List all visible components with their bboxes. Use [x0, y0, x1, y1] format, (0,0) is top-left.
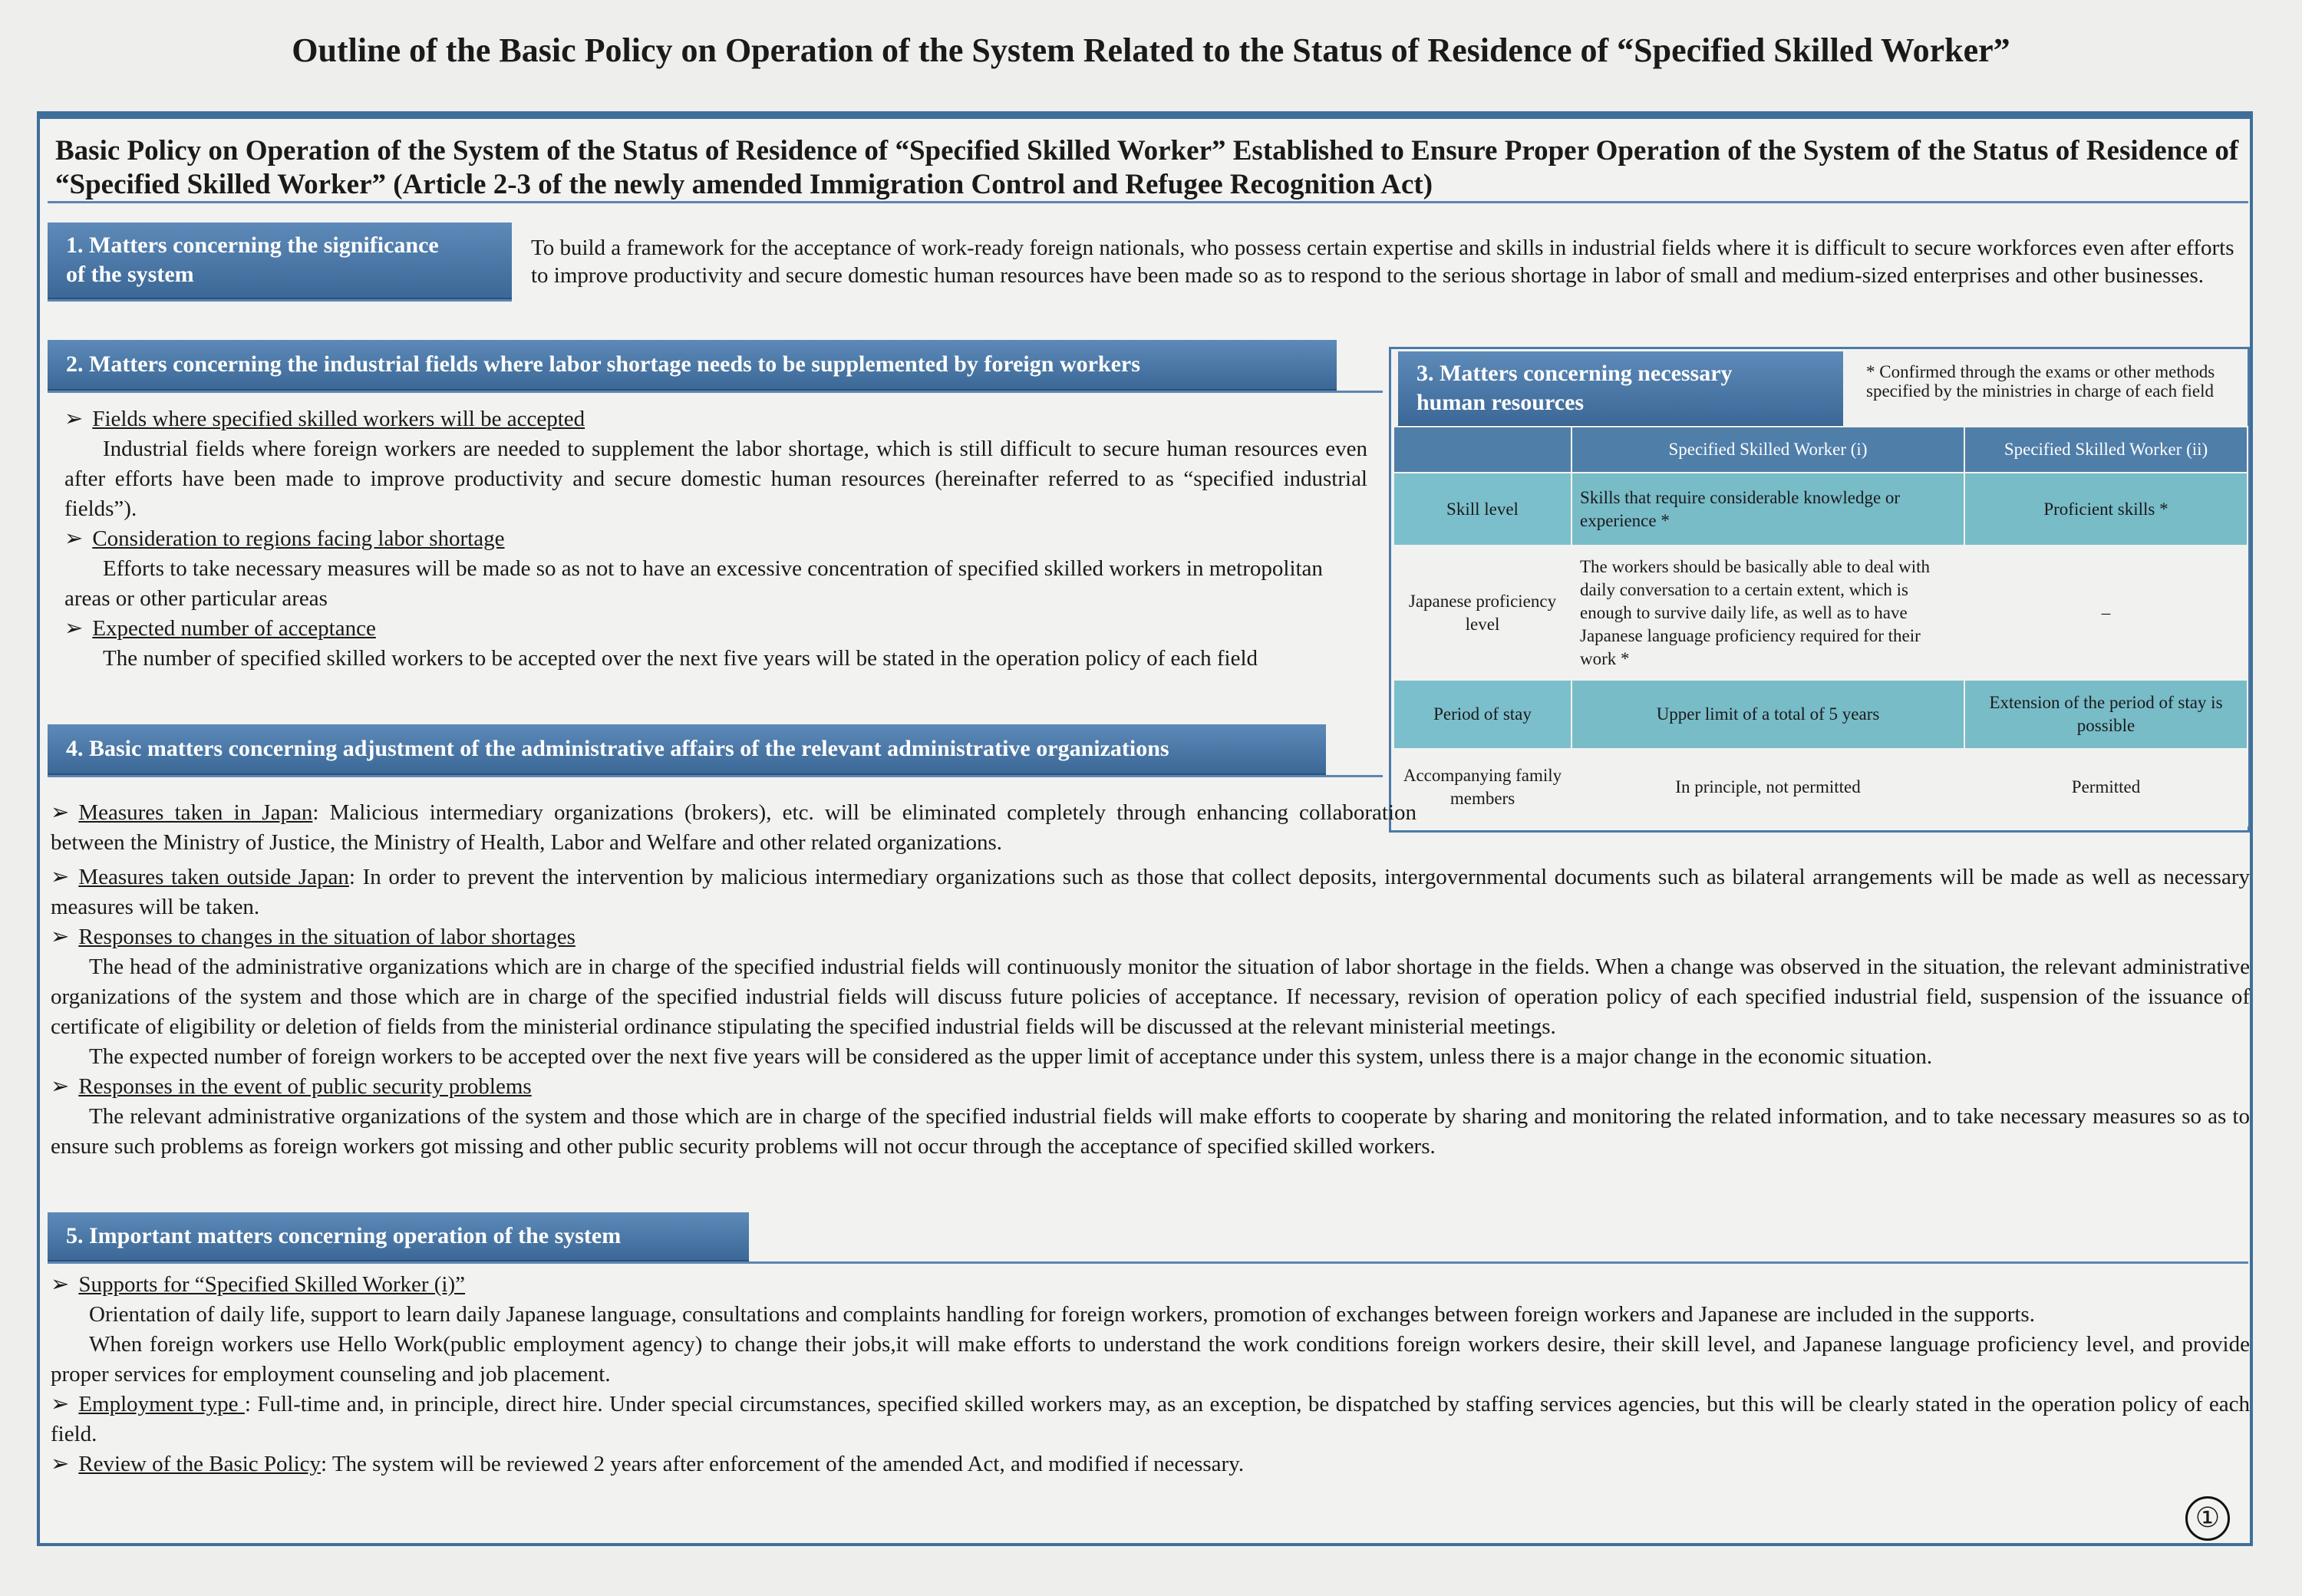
- arrow-icon: ➢: [51, 1392, 70, 1416]
- skill-level-ssw-ii: Proficient skills *: [1964, 473, 2248, 546]
- arrow-icon: ➢: [64, 616, 84, 641]
- arrow-icon: ➢: [64, 407, 84, 431]
- column-header-ssw-i: Specified Skilled Worker (i): [1571, 427, 1964, 473]
- public-security-text: The relevant administrative organizations of the system and those which are in charge of the specified industrial fields will make efforts to cooperate by sharing and monitoring the related information, and to take necessary measures so as to ensure such problems as foreign workers got missing and other public security problems will not occur through the acceptance of specified skilled workers.: [51, 1104, 2250, 1159]
- labor-changes-item: [51, 922, 2250, 952]
- skill-level-ssw-i: Skills that require considerable knowledge or experience *: [1571, 473, 1964, 546]
- review-text: : The system will be reviewed 2 years after enforcement of the amended Act, and modified if necessary.: [321, 1452, 1245, 1476]
- page-number-badge: ①: [2185, 1496, 2230, 1541]
- review-heading: Review of the Basic Policy: [78, 1452, 322, 1476]
- section-3-note: * Confirmed through the exams or other methods specified by the ministries in charge of each field: [1866, 362, 2215, 401]
- period-of-stay-ssw-ii: Extension of the period of stay is possible: [1964, 680, 2248, 749]
- regions-text: Efforts to take necessary measures will be made so as not to have an excessive concentration of specified skilled workers in metropolitan areas or other particular areas: [64, 556, 1323, 611]
- measures-outside-item: [51, 862, 2250, 922]
- human-resources-table: [1393, 426, 2248, 826]
- regions-heading: Consideration to regions facing labor shortage: [92, 526, 505, 551]
- table-row: [1393, 473, 2248, 546]
- row-label-japanese-level: Japanese proficiency level: [1393, 546, 1571, 680]
- public-security-heading: Responses in the event of public security problems: [78, 1074, 532, 1099]
- japanese-level-ssw-i: The workers should be basically able to deal with daily conversation to a certain extent, which is enough to survive daily life, as well as to have Japanese language proficiency required for their work *: [1571, 546, 1964, 680]
- section-4-heading: 4. Basic matters concerning adjustment of the administrative affairs of the relevant administrative organizations: [48, 724, 1326, 777]
- measures-japan-heading: Measures taken in Japan: [78, 800, 313, 825]
- section-1-heading: [48, 223, 512, 301]
- section-5-heading: 5. Important matters concerning operation of the system: [48, 1212, 749, 1263]
- supports-text-1: Orientation of daily life, support to learn daily Japanese language, consultations and complaints handling for foreign workers, promotion of exchanges between foreign workers and Japanese are included in the supports.: [89, 1302, 2035, 1327]
- japanese-level-ssw-ii: –: [1964, 546, 2248, 680]
- arrow-icon: ➢: [51, 1452, 70, 1476]
- table-row: [1393, 680, 2248, 749]
- measures-outside-text: : In order to prevent the intervention by malicious intermediary organizations such as those that collect deposits, intergovernmental documents such as bilateral arrangements will be made as well as necessary measures will be taken.: [51, 865, 2250, 919]
- employment-type-heading: Employment type: [78, 1392, 245, 1416]
- supports-item: [51, 1270, 2250, 1300]
- arrow-icon: ➢: [51, 1074, 70, 1099]
- arrow-icon: ➢: [64, 526, 84, 551]
- measures-japan-text: : Malicious intermediary organizations (brokers), etc. will be eliminated completely through enhancing collaboration between the Ministry of Justice, the Ministry of Health, Labor and Welfare and other related organizations.: [51, 800, 1417, 855]
- divider: [48, 775, 1383, 777]
- section-3-heading-line2: human resources: [1416, 390, 1585, 415]
- supports-text-2: When foreign workers use Hello Work(public employment agency) to change their jobs,it will make efforts to understand the work conditions foreign workers desire, their skill level, and Japanese language proficiency level, and provide proper services for employment counseling and job placement.: [51, 1332, 2250, 1387]
- row-label-period-of-stay: Period of stay: [1393, 680, 1571, 749]
- labor-changes-text-2: The expected number of foreign workers to be accepted over the next five years will be considered as the upper limit of acceptance under this system, unless there is a major change in the economic situation.: [89, 1044, 1933, 1069]
- row-label-skill-level: Skill level: [1393, 473, 1571, 546]
- fields-accepted-item: [64, 404, 1367, 434]
- section-4-body: [51, 798, 2250, 1162]
- row-label-family: Accompanying family members: [1393, 749, 1571, 826]
- period-of-stay-ssw-i: Upper limit of a total of 5 years: [1571, 680, 1964, 749]
- section-2-body: [64, 404, 1367, 674]
- section-1-heading-line2: of the system: [66, 262, 194, 287]
- fields-accepted-text: Industrial fields where foreign workers are needed to supplement the labor shortage, which is still difficult to secure human resources even after efforts have been made to improve productivity and secure domestic human resources (hereinafter referred to as “specified industrial fields”).: [64, 437, 1367, 521]
- labor-changes-text-1: The head of the administrative organizations which are in charge of the specified industrial fields will continuously monitor the situation of labor shortage in the fields. When a change was observed in the situation, the relevant administrative organizations of the system and those which are in charge of the specified industrial fields will discuss future policies of acceptance. If necessary, revision of operation policy of each specified industrial field, suspension of the issuance of certificate of eligibility or deletion of fields from the ministerial ordinance stipulating the specified industrial fields will be discussed at the relevant ministerial meetings.: [51, 955, 2250, 1039]
- page-title: Outline of the Basic Policy on Operation of the System Related to the Status of Residence of “Specified Skilled Worker”: [292, 31, 2010, 69]
- expected-number-heading: Expected number of acceptance: [92, 616, 376, 641]
- arrow-icon: ➢: [51, 865, 70, 889]
- divider: [48, 299, 512, 302]
- section-5-body: [51, 1270, 2250, 1479]
- frame-top-border: [37, 111, 2253, 119]
- measures-japan-item: [51, 798, 1416, 858]
- family-ssw-i: In principle, not permitted: [1571, 749, 1964, 826]
- supports-heading: Supports for “Specified Skilled Worker (i)”: [78, 1272, 466, 1297]
- section-1-body: To build a framework for the acceptance of work-ready foreign nationals, who possess certain expertise and skills in industrial fields where it is difficult to secure workforces even after efforts to improve productivity and secure domestic human resources have been made so as to respond to the serious shortage in labor of small and medium-sized enterprises and other businesses.: [531, 236, 2234, 288]
- table-corner-cell: [1393, 427, 1571, 473]
- table-row: [1393, 427, 2248, 473]
- review-item: [51, 1449, 2250, 1479]
- family-ssw-ii: Permitted: [1964, 749, 2248, 826]
- employment-type-text: : Full-time and, in principle, direct hire. Under special circumstances, specified skilled workers may, as an exception, be dispatched by staffing services agencies, but this will be clearly stated in the operation policy of each field.: [51, 1392, 2250, 1446]
- arrow-icon: ➢: [51, 925, 70, 949]
- divider: [48, 201, 2248, 203]
- public-security-item: [51, 1072, 2250, 1102]
- column-header-ssw-ii: Specified Skilled Worker (ii): [1964, 427, 2248, 473]
- basic-policy-heading: Basic Policy on Operation of the System of the Status of Residence of “Specified Skilled Worker” Established to Ensure Proper Operation of the System of the Status of Residence of “Specified Skilled Worker” (Article 2-3 of the newly amended Immigration Control and Refugee Recognition Act): [55, 135, 2239, 200]
- expected-number-item: [64, 614, 1367, 644]
- arrow-icon: ➢: [51, 800, 70, 825]
- measures-outside-heading: Measures taken outside Japan: [78, 865, 349, 889]
- employment-type-item: [51, 1390, 2250, 1449]
- divider: [48, 1261, 2248, 1264]
- expected-number-text: The number of specified skilled workers to be accepted over the next five years will be stated in the operation policy of each field: [103, 646, 1258, 671]
- regions-item: [64, 524, 1367, 554]
- section-3-heading-line1: 3. Matters concerning necessary: [1416, 361, 1733, 386]
- arrow-icon: ➢: [51, 1272, 70, 1297]
- divider: [48, 391, 1383, 393]
- section-3-heading: [1398, 351, 1843, 428]
- section-1-heading-line1: 1. Matters concerning the significance: [66, 232, 439, 258]
- fields-accepted-heading: Fields where specified skilled workers will be accepted: [92, 407, 585, 431]
- table-row: [1393, 546, 2248, 680]
- section-2-heading: 2. Matters concerning the industrial fields where labor shortage needs to be supplemented by foreign workers: [48, 340, 1337, 392]
- labor-changes-heading: Responses to changes in the situation of labor shortages: [78, 925, 576, 949]
